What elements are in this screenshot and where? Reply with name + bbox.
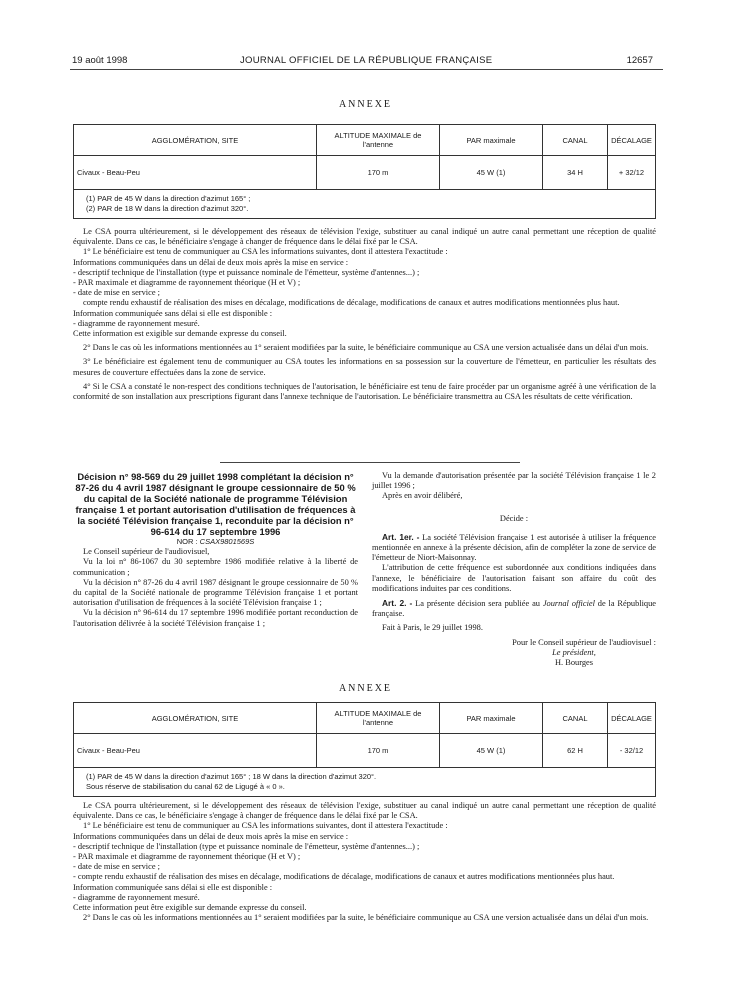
col-altitude: ALTITUDE MAXIMALE de l'antenne xyxy=(317,703,440,734)
col-decalage: DÉCALAGE xyxy=(608,125,656,156)
col-par: PAR maximale xyxy=(440,125,543,156)
paragraph: L'attribution de cette fréquence est subordonnée aux conditions indiquées dans l'annexe, le bénéficiaire de l'autorisation faisant son affaire du coût des modifications induites par ces conditions. xyxy=(372,563,656,593)
note-line: Sous réserve de stabilisation du canal 62 de Ligugé à « 0 ». xyxy=(86,782,285,791)
list-item: - compte rendu exhaustif de réalisation des mises en décalage, modifications de décalage, modifications de canaux et autres modifications mentionnées plus haut. xyxy=(73,872,615,882)
annex-2-title: ANNEXE xyxy=(338,683,393,694)
col-decalage: DÉCALAGE xyxy=(608,703,656,734)
article-1-label: Art. 1er. - xyxy=(382,531,420,542)
list-item: - date de mise en service ; xyxy=(73,288,160,298)
cell-canal: 34 H xyxy=(543,156,608,190)
cell-site: Civaux - Beau-Peu xyxy=(74,156,317,190)
paragraph: 1° Le bénéficiaire est tenu de communiquer au CSA les informations suivantes, dont il attestera l'exactitude : xyxy=(83,821,448,831)
note-line: (1) PAR de 45 W dans la direction d'azimut 165° ; 18 W dans la direction d'azimut 320°. xyxy=(86,772,377,781)
paragraph: Vu la loi n° 86-1067 du 30 septembre 1986 modifiée relative à la liberté de communication ; xyxy=(73,557,358,577)
signature-title: Le président, xyxy=(552,647,596,657)
article-2-journal: Journal officiel xyxy=(542,599,595,609)
paragraph: Informations communiquées dans un délai de deux mois après la mise en service : xyxy=(73,831,349,841)
article-2 xyxy=(372,598,656,619)
paragraph: 2° Dans le cas où les informations mentionnées au 1° seraient modifiées par la suite, le bénéficiaire communique au CSA une version actualisée dans un délai d'un mois. xyxy=(83,343,649,353)
decide-heading: Décide : xyxy=(499,513,529,523)
note-line: (2) PAR de 18 W dans la direction d'azimut 320°. xyxy=(86,204,249,213)
article-1 xyxy=(372,532,656,564)
list-item: - diagramme de rayonnement mesuré. xyxy=(73,318,200,328)
paragraph: Le CSA pourra ultérieurement, si le développement des réseaux de télévision l'exige, substituer au canal indiqué un autre canal permettant une réception de qualité équivalente. Dans ce cas, le bénéficiaire s'engage à changer de fréquence dans le délai fixé par le CSA. xyxy=(73,801,656,821)
signature-place-date: Fait à Paris, le 29 juillet 1998. xyxy=(382,623,483,633)
annex-1-table xyxy=(73,124,656,219)
list-item: - date de mise en service ; xyxy=(73,862,160,872)
paragraph: Informations communiquées dans un délai de deux mois après la mise en service : xyxy=(73,257,349,267)
nor-code: CSAX9801569S xyxy=(199,537,255,546)
paragraph: Cette information est exigible sur demande expresse du conseil. xyxy=(73,329,287,339)
header-rule xyxy=(70,69,663,70)
page-header xyxy=(0,55,731,69)
paragraph: 2° Dans le cas où les informations mentionnées au 1° seraient modifiées par la suite, le bénéficiaire communique au CSA une version actualisée dans un délai d'un mois. xyxy=(83,913,649,923)
annex-2-conditions xyxy=(73,801,656,923)
signature-pour: Pour le Conseil supérieur de l'audiovisuel : xyxy=(512,637,656,647)
list-item: compte rendu exhaustif de réalisation des mises en décalage, modifications de décalage, modifications de canaux et autres modifications mentionnées plus haut. xyxy=(83,298,620,308)
article-2-text-a: La présente décision sera publiée au xyxy=(415,599,540,609)
paragraph: Vu la décision n° 87-26 du 4 avril 1987 désignant le groupe cessionnaire de 50 % du capital de la Société nationale de programme Télévision française 1 et portant autorisation d'utilisation de fréquences à la société Télévision française 1 ; xyxy=(73,577,358,608)
header-page-number: 12657 xyxy=(626,55,653,66)
paragraph: 1° Le bénéficiaire est tenu de communiquer au CSA les informations suivantes, dont il attestera l'exactitude : xyxy=(83,247,448,257)
col-altitude: ALTITUDE MAXIMALE de l'antenne xyxy=(317,125,440,156)
paragraph: Information communiquée sans délai si elle est disponible : xyxy=(73,882,273,892)
list-item: - PAR maximale et diagramme de rayonnement théorique (H et V) ; xyxy=(73,852,301,862)
cell-altitude: 170 m xyxy=(317,734,440,768)
paragraph: Le CSA pourra ultérieurement, si le développement des réseaux de télévision l'exige, substituer au canal indiqué un autre canal permettant une réception de qualité équivalente. Dans ce cas, le bénéficiaire s'engage à changer de fréquence dans le délai fixé par le CSA. xyxy=(73,227,656,247)
separator-rule xyxy=(220,462,520,463)
article-2-text-b: de la République française. xyxy=(372,599,656,619)
note-line: (1) PAR de 45 W dans la direction d'azimut 165° ; xyxy=(86,194,251,203)
article-1-text: La société Télévision française 1 est autorisée à utiliser la fréquence mentionnée en annexe à la présente décision, afin de compléter la zone de service de l'émetteur de Niort-Maisonnay. xyxy=(372,532,657,563)
cell-site: Civaux - Beau-Peu xyxy=(74,734,317,768)
annex-1-title: ANNEXE xyxy=(338,99,393,110)
annex-1-notes xyxy=(74,190,656,219)
col-site: AGGLOMÉRATION, SITE xyxy=(74,125,317,156)
col-canal: CANAL xyxy=(543,125,608,156)
list-item: - descriptif technique de l'installation (type et puissance nominale de l'émetteur, système d'antennes...) ; xyxy=(73,841,420,851)
decision-title: Décision n° 98-569 du 29 juillet 1998 complétant la décision n° 87-26 du 4 avril 1987 désignant le groupe cessionnaire de 50 % du capital de la Société nationale de programme Télévision française 1 et portant autorisation d'utilisation de fréquences à la société Télévision française 1, reconduite par la décision n° 96-614 du 17 septembre 1996 xyxy=(75,471,356,537)
paragraph: Après en avoir délibéré, xyxy=(382,491,463,501)
list-item: - descriptif technique de l'installation (type et puissance nominale de l'émetteur, système d'antennes...) ; xyxy=(73,267,420,277)
decision-left-column xyxy=(73,471,358,629)
cell-altitude: 170 m xyxy=(317,156,440,190)
paragraph: Cette information peut être exigible sur demande expresse du conseil. xyxy=(73,903,307,913)
paragraph: 3° Le bénéficiaire est également tenu de communiquer au CSA toutes les informations en sa possession sur la couverture de l'émetteur, en particulier les résultats des mesures de couverture effectuées dans la zone de service. xyxy=(73,357,656,377)
decision-right-column xyxy=(372,471,656,668)
paragraph: 4° Si le CSA a constaté le non-respect des conditions techniques de l'autorisation, le bénéficiaire est tenu de faire procéder par un organisme agréé à une vérification de la conformité de son installation aux prescriptions figurant dans l'annexe technique de l'autorisation. Le bénéficiaire transmettra au CSA les résultats de cette vérification. xyxy=(73,381,656,402)
paragraph: Vu la demande d'autorisation présentée par la société Télévision française 1 le 2 juillet 1996 ; xyxy=(372,471,656,491)
header-journal: JOURNAL OFFICIEL DE LA RÉPUBLIQUE FRANÇAISE xyxy=(240,55,493,66)
col-site: AGGLOMÉRATION, SITE xyxy=(74,703,317,734)
annex-2-notes xyxy=(74,768,656,797)
nor-label: NOR : xyxy=(176,537,198,546)
cell-decalage: + 32/12 xyxy=(608,156,656,190)
paragraph: Information communiquée sans délai si elle est disponible : xyxy=(73,308,273,318)
article-2-label: Art. 2. - xyxy=(382,598,413,609)
paragraph: Le Conseil supérieur de l'audiovisuel, xyxy=(83,547,210,557)
annex-2-table xyxy=(73,702,656,797)
cell-par: 45 W (1) xyxy=(440,734,543,768)
nor-reference xyxy=(73,537,358,547)
col-canal: CANAL xyxy=(543,703,608,734)
annex-1-conditions xyxy=(73,227,656,402)
cell-decalage: - 32/12 xyxy=(608,734,656,768)
signature-name: H. Bourges xyxy=(555,658,593,668)
cell-canal: 62 H xyxy=(543,734,608,768)
col-par: PAR maximale xyxy=(440,703,543,734)
cell-par: 45 W (1) xyxy=(440,156,543,190)
header-date: 19 août 1998 xyxy=(72,55,128,66)
list-item: - diagramme de rayonnement mesuré. xyxy=(73,892,200,902)
list-item: - PAR maximale et diagramme de rayonnement théorique (H et V) ; xyxy=(73,278,301,288)
paragraph: Vu la décision n° 96-614 du 17 septembre 1996 modifiée portant reconduction de l'autorisation délivrée à la société Télévision française 1 ; xyxy=(73,608,358,628)
